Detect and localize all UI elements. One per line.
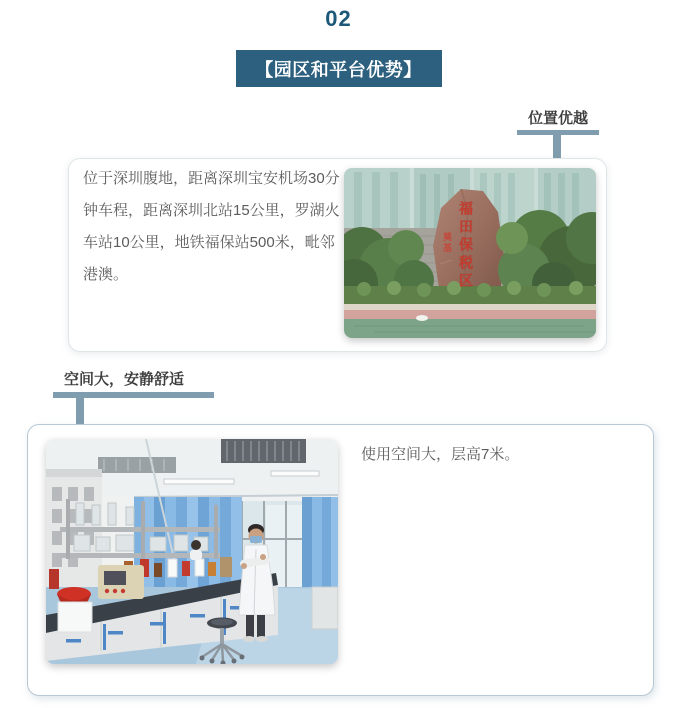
- monument-photo: [344, 168, 596, 338]
- location-connector-vertical: [553, 130, 561, 159]
- section-number: 02: [325, 6, 352, 31]
- banner-title: 【园区和平台优势】: [255, 59, 422, 80]
- laboratory-photo-illustration: [46, 439, 338, 664]
- location-label: 位置优越: [527, 110, 588, 127]
- space-description: 使用空间大，层高7米。: [361, 446, 520, 463]
- space-label: 空间大，安静舒适: [64, 371, 185, 388]
- stone-inscription: 福田保税区: [458, 201, 474, 291]
- location-description: 位于深圳腹地，距离深圳宝安机场30分钟车程，距离深圳北站15公里，罗湖火车站10公里，地铁福保站500米，毗邻港澳。: [83, 170, 340, 283]
- stone-inscription-secondary: 奠基: [442, 232, 452, 254]
- space-card: [27, 424, 654, 696]
- space-connector-vertical: [76, 392, 84, 425]
- location-card: [68, 158, 607, 352]
- section-banner: [236, 50, 442, 87]
- laboratory-photo: [46, 439, 338, 664]
